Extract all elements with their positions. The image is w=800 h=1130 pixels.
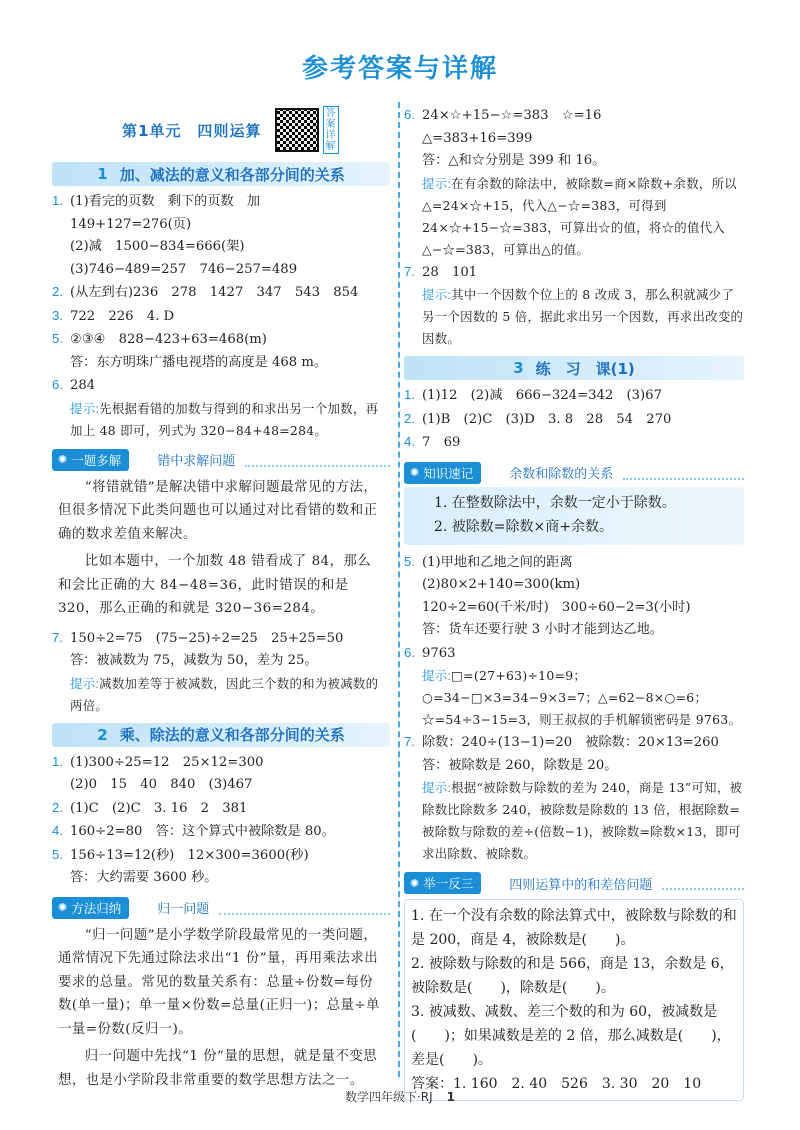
question-number: 4. [404,434,415,449]
answer-line [404,574,744,597]
box-header [404,461,744,485]
section-number: 1 [97,165,108,183]
answer-text: 28 101 [422,264,478,280]
answer-text: 24×☆+15−☆=383 ☆=16 [422,108,602,123]
page-footer [0,1088,800,1105]
knowledge-item: 2. 被除数=除数×商+余数。 [434,518,613,535]
badge-label: 一题多解 [71,452,122,468]
box-header [52,448,390,472]
practice-item: 2. 被除数与除数的和是 566，商是 13，余数是 6，被除数是( )，除数是( )。 [411,956,734,996]
answer-list [404,551,744,666]
badge-label: 方法归纳 [71,900,122,916]
left-column [52,104,390,1092]
section-header-2 [52,723,390,747]
answer-line [404,731,744,755]
answer-line [404,431,744,455]
divider [662,876,744,890]
hint-text: 先根据看错的加数与得到的和求出另一个加数，再加上 48 即可，列式为 320−84+48=284。 [70,400,379,438]
question-number: 5. [404,553,415,569]
answer-text: 149+127=276(页) [70,216,192,232]
answer-line [52,867,390,890]
box-subtitle: 归一问题 [157,902,210,917]
answer-text: 除数：240÷(13−1)=20 被除数：20×13=260 [422,735,719,750]
answer-text: 722 226 4. D [70,308,175,324]
question-number: 4. [52,823,63,838]
hint-text: 其中一个因数个位上的 8 改成 3，那么积就减少了另一个因数的 5 倍，据此求出另一个因数，再求出改变的因数。 [422,287,744,346]
hint [404,284,744,350]
answer-text: (2)减 1500−834=666(架) [70,239,245,254]
answer-line [52,328,390,352]
right-column [404,104,744,1101]
answer-line [52,820,390,844]
answer-line [404,755,744,778]
badge [404,872,481,894]
answer-line [404,408,744,432]
question-number: 2. [52,799,63,815]
question-number: 6. [52,377,63,392]
section-header-3 [404,356,744,380]
hint-text: □=(27+63)÷10=9；○=34−□×3=34−9×3=7；△=62−8×○=6；☆=54÷3−15=3，则王叔叔的手机解锁密码是 9763。 [422,668,742,727]
answer-list [404,731,744,777]
section-header-1 [52,162,390,186]
box-subtitle: 错中求解问题 [157,454,236,469]
answer-line [52,259,390,282]
question-number: 1. [404,387,415,402]
question-number: 1. [52,753,63,769]
badge [404,462,481,484]
answer-line [404,642,744,666]
box-subtitle: 四则运算中的和差倍问题 [509,877,653,893]
answer-text: (2)80×2+140=300(km) [422,577,581,592]
question-number: 5. [52,331,63,346]
answer-line [404,384,744,408]
section-number: 2 [97,725,108,744]
badge-label: 知识速记 [423,465,474,481]
answer-line [52,374,390,398]
practice-box [404,899,744,1101]
question-number: 7. [404,734,415,749]
box-body [52,476,390,621]
answer-list [404,384,744,455]
answer-text: 答：大约需要 3600 秒。 [70,870,218,885]
hint-label: 提示: [70,401,100,416]
hint [404,173,744,261]
answer-line [52,352,390,375]
answer-text: (1)300÷25=12 25×12=300 [70,754,264,770]
badge [52,449,129,471]
answer-text: (1)B (2)C (3)D 3. 8 28 54 270 [422,411,672,427]
answer-text: △=383+16=399 [422,130,533,146]
box-subtitle: 余数和除数的关系 [509,467,614,482]
hint-text: 减数加差等于被减数，因此三个数的和为被减数的两倍。 [70,675,379,713]
answer-text: 7 69 [422,435,461,450]
hint-text: 根据“被除数与除数的差为 240，商是 13”可知，被除数比除数多 240，被除数是除数的 13 倍，根据除数=被除数与除数的差÷(倍数−1)，被除数=除数×13，即可求出除数、被除数。 [422,780,743,861]
section-title: 乘、除法的意义和各部分间的关系 [119,726,345,744]
paragraph: 比如本题中，一个加数 48 错看成了 84，那么和会比正确的大 84−48=36，此时错误的和是 320，那么正确的和就是 320−36=284。 [58,554,372,616]
question-number: 2. [404,410,415,426]
unit-header [52,104,390,156]
question-number: 2. [52,284,63,299]
answer-text: 156÷13=12(秒) 12×300=3600(秒) [70,847,309,863]
hint-label: 提示: [422,288,452,302]
knowledge-box [404,487,744,545]
answer-text: 答：被减数为 75，减数为 50，差为 25。 [70,653,318,668]
question-number: 3. [52,307,63,323]
answer-text: 答：△和☆分别是 399 和 16。 [422,153,606,168]
answer-line [52,214,390,237]
practice-answer: 答案：1. 160 2. 40 526 3. 30 20 10 [411,1076,702,1092]
section-title: 加、减法的意义和各部分间的关系 [119,165,345,184]
answer-text: 答：被除数是 260，除数是 20。 [422,757,618,773]
hint [404,777,744,865]
answer-text: (2)0 15 40 840 (3)467 [70,777,253,792]
answer-line [404,104,744,128]
column-divider [398,102,400,1077]
question-number: 5. [52,846,63,862]
lightbulb-icon: ✺ [58,453,68,466]
question-number: 7. [404,263,415,279]
question-number: 7. [52,629,63,645]
question-number: 6. [404,644,415,660]
footer-text: 数学四年级下·RJ [344,1090,433,1104]
hint [52,673,390,717]
answer-text: 284 [70,378,96,393]
lightbulb-icon: ✺ [410,876,420,890]
answer-line [404,597,744,620]
section-number: 3 [513,359,524,377]
answer-line [404,619,744,642]
badge-label: 举一反三 [423,876,474,891]
answer-text: 9763 [422,645,456,661]
question-number: 6. [404,107,415,122]
paragraph: “归一问题”是小学数学阶段最常见的一类问题，通常情况下先通过除法求出“1 份”量，再用乘法求出要求的总量。常见的数量关系有：总量÷份数=每份数(单一量)；单一量×份数=总量(正归一)；总量÷单一量=份数(反归一)。 [58,927,380,1037]
answer-line [52,627,390,651]
practice-item: 3. 被减数、减数、差三个数的和为 60，被减数是( )；如果减数是差的 2 倍，那么减数是( )，差是( )。 [411,1004,731,1068]
answer-list [404,261,744,285]
answer-text: (从左到右)236 278 1427 347 543 854 [70,285,359,300]
answer-text: ②③④ 828−423+63=468(m) [70,332,267,347]
answer-line [52,797,390,821]
answer-line [404,261,744,285]
answer-text: (1)甲地和乙地之间的距离 [422,554,573,570]
paragraph: “将错就错”是解决错中求解问题最常见的方法，但很多情况下此类问题也可以通过对比看错的数和正确的数求差值来解决。 [58,479,378,542]
section-title: 练 习 课(1) [535,359,635,378]
lightbulb-icon: ✺ [58,901,68,914]
hint [404,665,744,731]
unit-title: 第1单元 四则运算 [122,121,262,140]
answer-text: 答：货车还要行驶 3 小时才能到达乙地。 [422,622,663,637]
hint-label: 提示: [422,781,452,795]
answer-list [52,627,390,673]
hint-label: 提示: [70,676,100,691]
answer-line [52,236,390,259]
answer-text: 答：东方明珠广播电视塔的高度是 468 m。 [70,354,328,370]
answer-line [52,751,390,775]
answer-text: 160÷2=80 答：这个算式中被除数是 80。 [70,824,335,839]
answer-line [52,281,390,305]
divider [245,453,390,467]
answer-list [52,190,390,398]
answer-line [52,774,390,797]
answer-text: (1)12 (2)减 666−324=342 (3)67 [422,388,662,403]
answer-line [52,305,390,329]
paragraph: 归一问题中先找“1 份”量的思想，就是量不变思想，也是小学阶段非常重要的数学思想方法之一。 [58,1049,378,1088]
knowledge-item: 1. 在整数除法中，余数一定小于除数。 [434,494,676,511]
answer-list [52,751,390,890]
practice-item: 1. 在一个没有余数的除法算式中，被除数与除数的和是 200，商是 4，被除数是( )。 [411,908,737,948]
lightbulb-icon: ✺ [410,466,420,479]
qr-code-icon[interactable] [275,108,319,152]
qr-note: 答案详解 [323,106,339,154]
answer-line [404,128,744,151]
hint [52,398,390,442]
answer-text: 120÷2=60(千米/时) 300÷60−2=3(小时) [422,599,691,615]
answer-list [404,104,744,173]
badge [52,897,129,919]
hint-label: 提示: [422,176,452,191]
answer-line [52,650,390,673]
page-title: 参考答案与详解 [301,54,498,84]
answer-text: (3)746−489=257 746−257=489 [70,261,298,277]
answer-line [404,150,744,173]
answer-line [52,190,390,214]
divider [219,901,390,915]
page-number: 1 [446,1090,456,1104]
box-header [404,871,744,895]
hint-text: 在有余数的除法中，被除数=商×除数+余数，所以△=24×☆+15，代入△−☆=383，可得到 24×☆+15−☆=383，可算出☆的值，将☆的值代入△−☆=383，可算出△的值。 [422,175,737,257]
answer-line [52,844,390,868]
answer-text: (1)C (2)C 3. 16 2 381 [70,800,248,816]
box-header [52,896,390,920]
hint-label: 提示: [422,669,452,683]
divider [623,466,744,480]
answer-text: (1)看完的页数 剩下的页数 加 [70,194,261,209]
answer-text: 150÷2=75 (75−25)÷2=25 25+25=50 [70,630,344,646]
box-body [52,924,390,1093]
answer-line [404,551,744,575]
question-number: 1. [52,193,63,208]
